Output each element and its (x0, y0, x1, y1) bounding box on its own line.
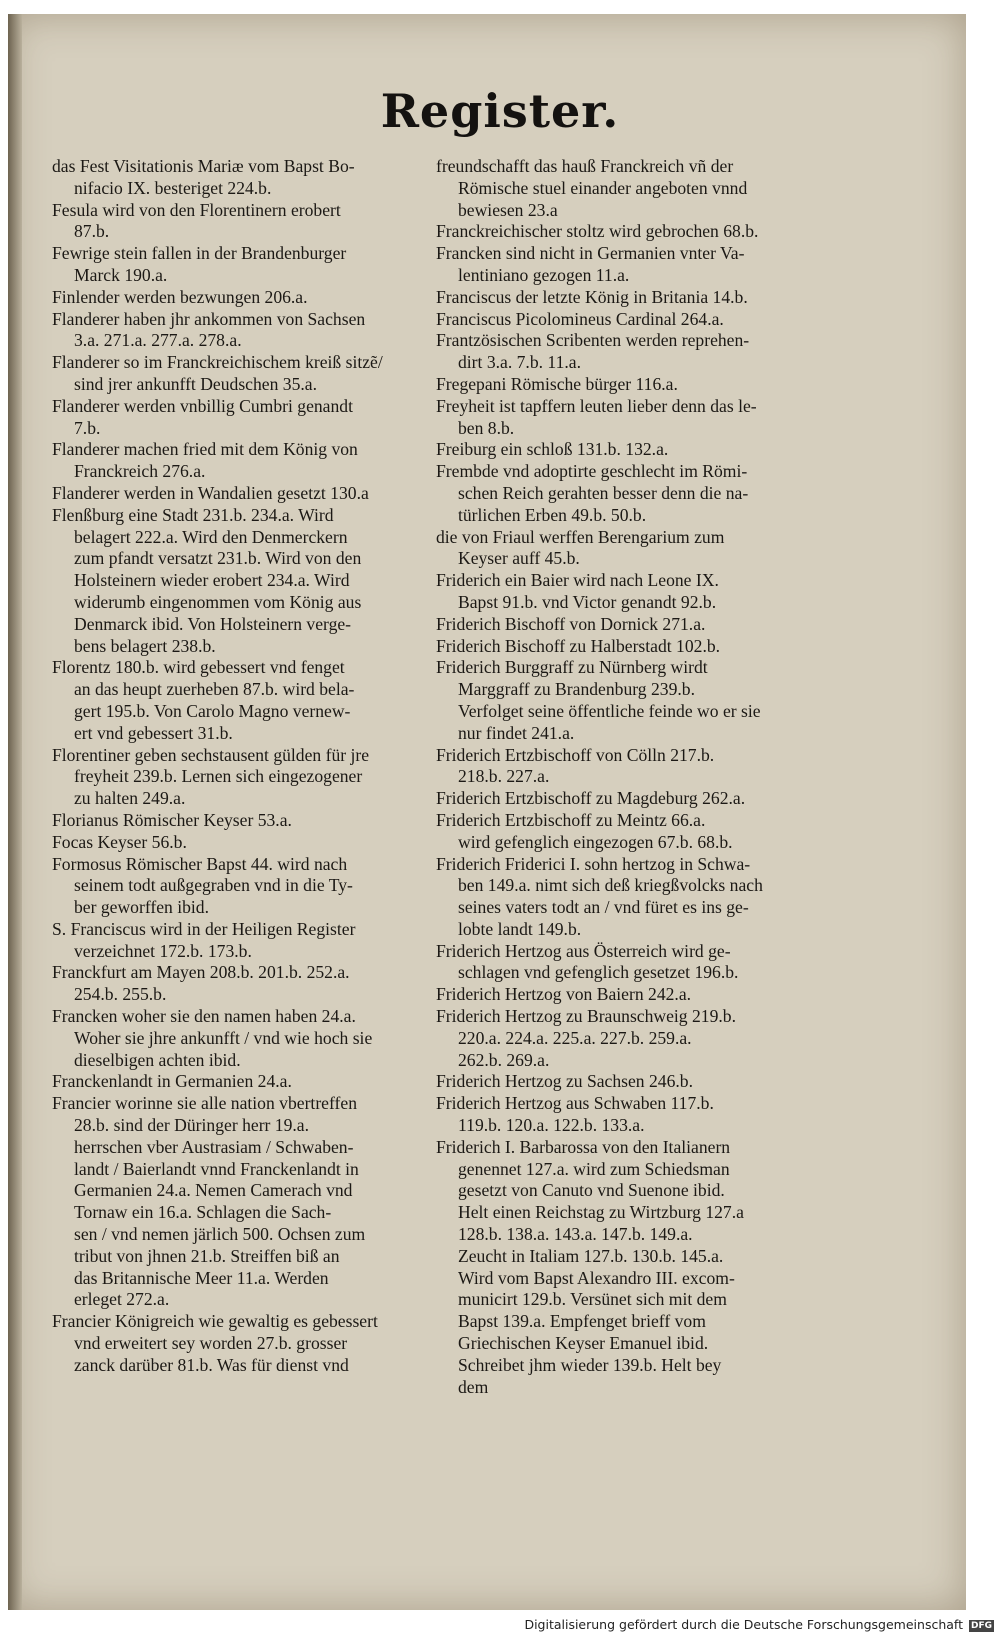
register-entry (52, 505, 416, 658)
entry-continuation-line: Bapst 91.b. vnd Victor genandt 92.b. (458, 591, 717, 612)
register-entry (52, 309, 416, 353)
register-entry (436, 788, 802, 810)
entry-first-line: Friderich Hertzog zu Sachsen 246.b. (436, 1071, 693, 1092)
entry-continuation-line: vnd erweitert sey worden 27.b. grosser (74, 1333, 348, 1354)
entry-continuation-line: Wird vom Bapst Alexandro III. excom- (458, 1267, 735, 1288)
register-column-left (52, 156, 416, 1377)
entry-first-line: Flanderer haben jhr ankommen von Sachsen (52, 308, 366, 329)
entry-first-line: Friderich Ertzbischoff zu Magdeburg 262.a. (436, 788, 746, 809)
entry-first-line: Flanderer so im Franckreichischem kreiß sitzẽ/ (52, 352, 383, 373)
entry-continuation-line: ben 8.b. (458, 417, 515, 438)
entry-continuation-line: 3.a. 271.a. 277.a. 278.a. (74, 330, 242, 351)
register-entry (52, 483, 416, 505)
register-entry (52, 962, 416, 1006)
entry-continuation-line: gert 195.b. Von Carolo Magno vernew- (74, 700, 351, 721)
register-entry (436, 374, 802, 396)
entry-first-line: Friderich Hertzog aus Schwaben 117.b. (436, 1093, 714, 1114)
register-entry (52, 243, 416, 287)
entry-continuation-line: nifacio IX. besteriget 224.b. (74, 177, 272, 198)
entry-continuation-line: 218.b. 227.a. (458, 766, 550, 787)
entry-continuation-line: bens belagert 238.b. (74, 635, 216, 656)
register-entry (436, 636, 802, 658)
entry-first-line: Francken woher sie den namen haben 24.a. (52, 1006, 356, 1027)
register-entry (436, 221, 802, 243)
entry-continuation-line: seinem todt außgegraben vnd in die Ty- (74, 875, 353, 896)
register-entry (52, 1006, 416, 1071)
entry-first-line: Friderich Ertzbischoff zu Meintz 66.a. (436, 809, 706, 830)
entry-first-line: Finlender werden bezwungen 206.a. (52, 286, 308, 307)
register-entry (436, 1137, 802, 1399)
entry-first-line: Friderich Bischoff von Dornick 271.a. (436, 613, 706, 634)
entry-continuation-line: Denmarck ibid. Von Holsteinern verge- (74, 613, 352, 634)
entry-first-line: Francken sind nicht in Germanien vnter Va- (436, 243, 745, 264)
entry-continuation-line: türlichen Erben 49.b. 50.b. (458, 504, 647, 525)
entry-continuation-line: schen Reich gerahten besser denn die na- (458, 482, 749, 503)
entry-first-line: Focas Keyser 56.b. (52, 831, 187, 852)
entry-first-line: Fregepani Römische bürger 116.a. (436, 373, 678, 394)
register-entry (436, 396, 802, 440)
entry-first-line: Frantzösischen Scribenten werden reprehen- (436, 330, 750, 351)
register-entry (436, 287, 802, 309)
entry-first-line: Friderich Burggraff zu Nürnberg wirdt (436, 657, 708, 678)
entry-continuation-line: wird gefenglich eingezogen 67.b. 68.b. (458, 831, 733, 852)
entry-first-line: Friderich Bischoff zu Halberstadt 102.b. (436, 635, 721, 656)
entry-first-line: die von Friaul werffen Berengarium zum (436, 526, 725, 547)
entry-continuation-line: municirt 129.b. Versünet sich mit dem (458, 1289, 727, 1310)
entry-first-line: Friderich Hertzog zu Braunschweig 219.b. (436, 1006, 736, 1027)
entry-continuation-line: Römische stuel einander angeboten vnnd (458, 177, 748, 198)
entry-continuation-line: schlagen vnd gefenglich gesetzet 196.b. (458, 962, 739, 983)
entry-continuation-line: 128.b. 138.a. 143.a. 147.b. 149.a. (458, 1224, 693, 1245)
entry-first-line: Franckreichischer stoltz wird gebrochen 68.b. (436, 221, 759, 242)
entry-continuation-line: belagert 222.a. Wird den Denmerckern (74, 526, 348, 547)
entry-continuation-line: ber geworffen ibid. (74, 897, 210, 918)
entry-continuation-line: Helt einen Reichstag zu Wirtzburg 127.a (458, 1202, 744, 1223)
entry-continuation-line: Marck 190.a. (74, 264, 168, 285)
register-entry (436, 156, 802, 221)
entry-continuation-line: sen / vnd nemen järlich 500. Ochsen zum (74, 1224, 366, 1245)
entry-continuation-line: das Britannische Meer 11.a. Werden (74, 1267, 329, 1288)
register-entry (52, 200, 416, 244)
register-entry (52, 832, 416, 854)
entry-first-line: Florentz 180.b. wird gebessert vnd fenget (52, 657, 345, 678)
entry-continuation-line: Germanien 24.a. Nemen Camerach vnd (74, 1180, 353, 1201)
register-entry (436, 527, 802, 571)
register-entry (436, 570, 802, 614)
entry-continuation-line: an das heupt zuerheben 87.b. wird bela- (74, 679, 355, 700)
entry-continuation-line: dieselbigen achten ibid. (74, 1049, 241, 1070)
register-entry (52, 156, 416, 200)
entry-first-line: Francier Königreich wie gewaltig es gebessert (52, 1311, 378, 1332)
entry-continuation-line: seines vaters todt an / vnd füret es ins ge- (458, 897, 749, 918)
entry-first-line: freundschafft das hauß Franckreich vñ der (436, 156, 734, 176)
digitization-credit (524, 1617, 994, 1632)
register-entry (436, 309, 802, 331)
entry-continuation-line: 119.b. 120.a. 122.b. 133.a. (458, 1115, 645, 1136)
register-entry (436, 1071, 802, 1093)
entry-continuation-line: Franckreich 276.a. (74, 461, 206, 482)
register-entry (436, 657, 802, 744)
entry-continuation-line: verzeichnet 172.b. 173.b. (74, 940, 252, 961)
entry-continuation-line: genennet 127.a. wird zum Schiedsman (458, 1158, 730, 1179)
entry-continuation-line: dirt 3.a. 7.b. 11.a. (458, 352, 581, 373)
register-entry (436, 614, 802, 636)
entry-continuation-line: Griechischen Keyser Emanuel ibid. (458, 1333, 709, 1354)
entry-first-line: Friderich Hertzog aus Österreich wird ge- (436, 940, 731, 961)
entry-continuation-line: herrschen vber Austrasiam / Schwaben- (74, 1136, 354, 1157)
entry-continuation-line: Verfolget seine öffentliche feinde wo er sie (458, 700, 761, 721)
entry-first-line: Franckenlandt in Germanien 24.a. (52, 1071, 292, 1092)
register-entry (436, 854, 802, 941)
entry-continuation-line: lobte landt 149.b. (458, 918, 582, 939)
register-entry (52, 1311, 416, 1376)
entry-continuation-line: tribut von jhnen 21.b. Streiffen biß an (74, 1245, 340, 1266)
entry-continuation-line: zum pfandt versatzt 231.b. Wird von den (74, 548, 362, 569)
register-entry (436, 439, 802, 461)
entry-first-line: Flanderer werden in Wandalien gesetzt 130.a (52, 482, 369, 503)
entry-continuation-line: ert vnd gebessert 31.b. (74, 722, 233, 743)
entry-first-line: Friderich Hertzog von Baiern 242.a. (436, 984, 692, 1005)
entry-continuation-line: sind jrer ankunfft Deudschen 35.a. (74, 373, 317, 394)
register-entry (52, 810, 416, 832)
register-entry (436, 1093, 802, 1137)
register-column-right (436, 156, 802, 1398)
entry-first-line: Franciscus Picolomineus Cardinal 264.a. (436, 308, 724, 329)
entry-first-line: Freiburg ein schloß 131.b. 132.a. (436, 439, 669, 460)
entry-continuation-line: ben 149.a. nimt sich deß kriegßvolcks nach (458, 875, 763, 896)
register-entry (52, 439, 416, 483)
entry-first-line: Francier worinne sie alle nation vbertreffen (52, 1093, 357, 1114)
entry-continuation-line: dem (458, 1376, 489, 1397)
entry-first-line: Frembde vnd adoptirte geschlecht im Römi- (436, 461, 748, 482)
entry-continuation-line: Zeucht in Italiam 127.b. 130.b. 145.a. (458, 1245, 724, 1266)
register-entry (52, 919, 416, 963)
entry-first-line: Franckfurt am Mayen 208.b. 201.b. 252.a. (52, 962, 350, 983)
entry-continuation-line: 28.b. sind der Düringer herr 19.a. (74, 1115, 310, 1136)
entry-first-line: Friderich Ertzbischoff von Cölln 217.b. (436, 744, 715, 765)
entry-continuation-line: zanck darüber 81.b. Was für dienst vnd (74, 1354, 349, 1375)
entry-continuation-line: 262.b. 269.a. (458, 1049, 550, 1070)
entry-continuation-line: Schreibet jhm wieder 139.b. Helt bey (458, 1354, 722, 1375)
entry-first-line: S. Franciscus wird in der Heiligen Register (52, 918, 356, 939)
register-entry (52, 1071, 416, 1093)
dfg-logo: DFG (970, 1620, 992, 1631)
register-entry (436, 745, 802, 789)
entry-first-line: Formosus Römischer Bapst 44. wird nach (52, 853, 348, 874)
entry-first-line: Fesula wird von den Florentinern erobert (52, 199, 341, 220)
entry-continuation-line: 220.a. 224.a. 225.a. 227.b. 259.a. (458, 1027, 692, 1048)
register-entry (52, 396, 416, 440)
entry-first-line: Flenßburg eine Stadt 231.b. 234.a. Wird (52, 504, 334, 525)
register-entry (52, 657, 416, 744)
entry-continuation-line: nur findet 241.a. (458, 722, 575, 743)
register-entry (436, 984, 802, 1006)
entry-continuation-line: Bapst 139.a. Empfenget brieff vom (458, 1311, 706, 1332)
register-entry (436, 810, 802, 854)
register-entry (52, 745, 416, 810)
entry-continuation-line: 254.b. 255.b. (74, 984, 167, 1005)
entry-continuation-line: gesetzt von Canuto vnd Suenone ibid. (458, 1180, 725, 1201)
register-entry (436, 941, 802, 985)
entry-continuation-line: Holsteinern wieder erobert 234.a. Wird (74, 570, 350, 591)
register-entry (52, 1093, 416, 1311)
entry-first-line: Franciscus der letzte König in Britania 14.b. (436, 286, 748, 307)
entry-first-line: Florianus Römischer Keyser 53.a. (52, 809, 292, 830)
entry-continuation-line: Keyser auff 45.b. (458, 548, 580, 569)
entry-continuation-line: zu halten 249.a. (74, 788, 186, 809)
register-entry (52, 287, 416, 309)
register-entry (436, 330, 802, 374)
entry-first-line: Friderich Friderici I. sohn hertzog in Schwa- (436, 853, 751, 874)
entry-first-line: das Fest Visitationis Mariæ vom Bapst Bo- (52, 156, 355, 176)
entry-first-line: Friderich I. Barbarossa von den Italianern (436, 1136, 731, 1157)
entry-continuation-line: widerumb eingenommen vom König aus (74, 591, 362, 612)
credit-text: Digitalisierung gefördert durch die Deutsche Forschungsgemeinschaft (524, 1617, 963, 1632)
entry-first-line: Fewrige stein fallen in der Brandenburger (52, 243, 347, 264)
entry-first-line: Flanderer machen fried mit dem König von (52, 439, 358, 460)
entry-first-line: Florentiner geben sechstausent gülden für jre (52, 744, 370, 765)
entry-continuation-line: Tornaw ein 16.a. Schlagen die Sach- (74, 1202, 332, 1223)
entry-continuation-line: Marggraff zu Brandenburg 239.b. (458, 679, 695, 700)
entry-first-line: Freyheit ist tapffern leuten lieber denn das le- (436, 395, 757, 416)
entry-continuation-line: erleget 272.a. (74, 1289, 170, 1310)
entry-continuation-line: bewiesen 23.a (458, 199, 558, 220)
entry-continuation-line: landt / Baierlandt vnnd Franckenlandt in (74, 1158, 359, 1179)
entry-continuation-line: Woher sie jhre ankunfft / vnd wie hoch sie (74, 1027, 373, 1048)
register-entry (436, 461, 802, 526)
entry-continuation-line: lentiniano gezogen 11.a. (458, 264, 630, 285)
entry-first-line: Friderich ein Baier wird nach Leone IX. (436, 570, 719, 591)
register-entry (52, 854, 416, 919)
entry-continuation-line: 87.b. (74, 221, 110, 242)
entry-continuation-line: freyheit 239.b. Lernen sich eingezogener (74, 766, 363, 787)
page-spine-edge (8, 14, 22, 1610)
entry-continuation-line: 7.b. (74, 417, 101, 438)
register-entry (52, 352, 416, 396)
page-title: Register. (380, 84, 620, 138)
register-entry (436, 243, 802, 287)
register-entry (436, 1006, 802, 1071)
entry-first-line: Flanderer werden vnbillig Cumbri genandt (52, 395, 353, 416)
